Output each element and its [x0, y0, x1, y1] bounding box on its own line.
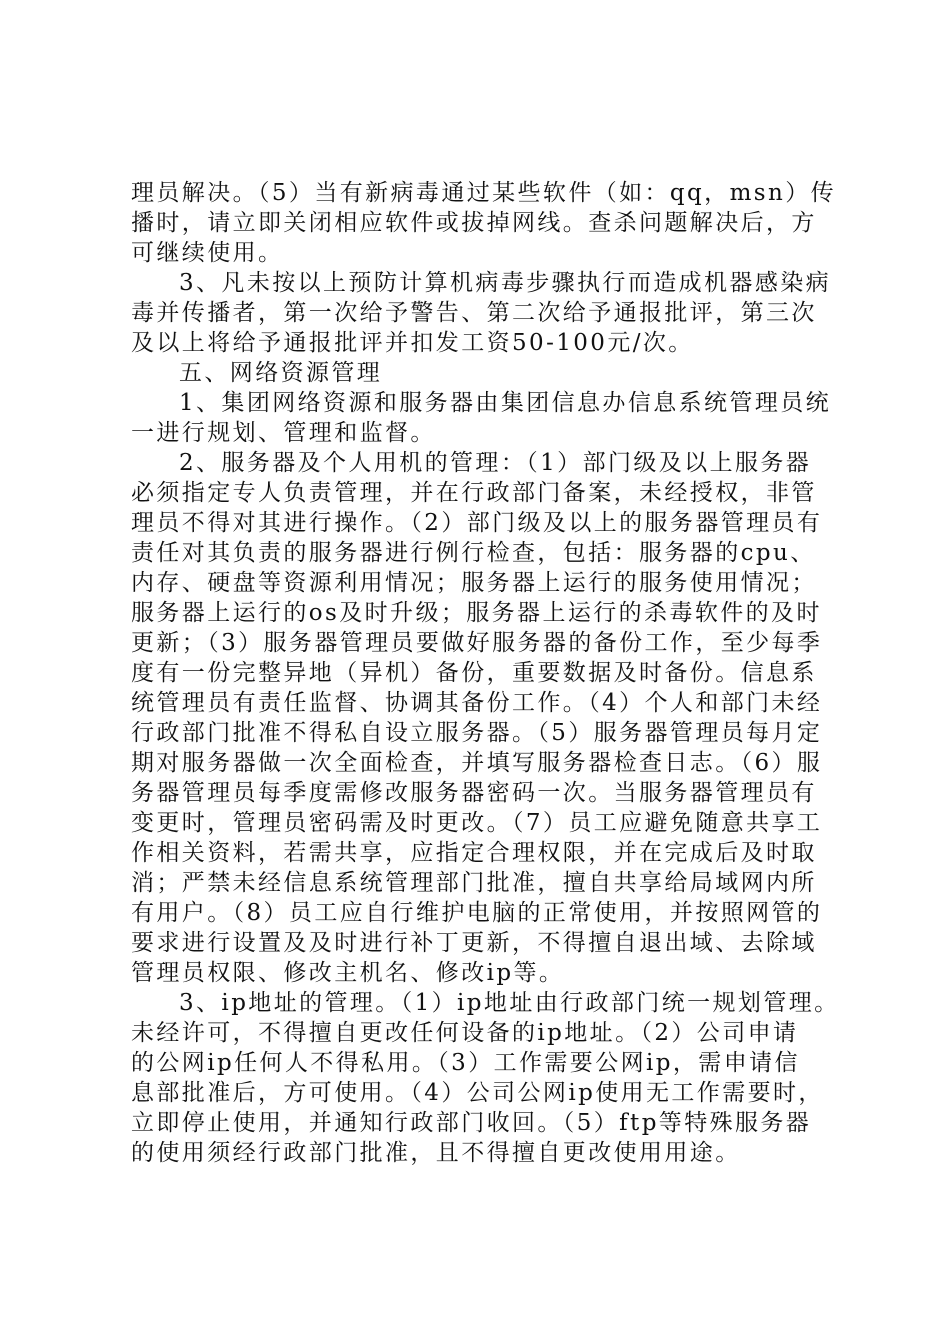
- text-line: 行政部门批准不得私自设立服务器。（5）服务器管理员每月定: [131, 720, 823, 746]
- text-line: 的公网ip任何人不得私用。（3）工作需要公网ip，需申请信: [131, 1050, 800, 1076]
- text-line: 必须指定专人负责管理，并在行政部门备案，未经授权，非管: [131, 480, 817, 506]
- text-line: 理员不得对其进行操作。（2）部门级及以上的服务器管理员有: [131, 510, 823, 536]
- text-line: 未经许可，不得擅自更改任何设备的ip地址。（2）公司申请: [131, 1020, 799, 1046]
- text-line: 有用户。（8）员工应自行维护电脑的正常使用，并按照网管的: [131, 900, 823, 926]
- text-line: 务器管理员每季度需修改服务器密码一次。当服务器管理员有: [131, 780, 817, 806]
- text-line: 理员解决。（5）当有新病毒通过某些软件（如：qq，msn）传: [131, 180, 837, 206]
- text-line: 消；严禁未经信息系统管理部门批准，擅自共享给局域网内所: [131, 870, 817, 896]
- paragraph-start-line: 1、集团网络资源和服务器由集团信息办信息系统管理员统: [179, 390, 832, 416]
- text-line: 服务器上运行的os及时升级；服务器上运行的杀毒软件的及时: [131, 600, 822, 626]
- text-line: 可继续使用。: [131, 240, 284, 266]
- text-line: 变更时，管理员密码需及时更改。（7）员工应避免随意共享工: [131, 810, 823, 836]
- paragraph-start-line: 3、凡未按以上预防计算机病毒步骤执行而造成机器感染病: [179, 270, 832, 296]
- paragraph-start-line: 2、服务器及个人用机的管理：（1）部门级及以上服务器: [179, 450, 812, 476]
- text-line: 作相关资料，若需共享，应指定合理权限，并在完成后及时取: [131, 840, 817, 866]
- text-line: 一进行规划、管理和监督。: [131, 420, 436, 446]
- body-text: [131, 178, 840, 1168]
- text-line: 的使用须经行政部门批准，且不得擅自更改使用用途。: [131, 1140, 741, 1166]
- text-line: 播时，请立即关闭相应软件或拔掉网线。查杀问题解决后，方: [131, 210, 817, 236]
- text-line: 期对服务器做一次全面检查，并填写服务器检查日志。（6）服: [131, 750, 823, 776]
- text-line: 度有一份完整异地（异机）备份，重要数据及时备份。信息系: [131, 660, 817, 686]
- text-line: 息部批准后，方可使用。（4）公司公网ip使用无工作需要时，: [131, 1080, 824, 1106]
- text-line: 及以上将给予通报批评并扣发工资50-100元/次。: [131, 330, 694, 356]
- paragraph-start-line: 3、ip地址的管理。（1）ip地址由行政部门统一规划管理。: [179, 990, 840, 1016]
- text-line: 统管理员有责任监督、协调其备份工作。（4）个人和部门未经: [131, 690, 823, 716]
- text-line: 要求进行设置及及时进行补丁更新，不得擅自退出域、去除域: [131, 930, 817, 956]
- text-line: 内存、硬盘等资源利用情况；服务器上运行的服务使用情况；: [131, 570, 817, 596]
- text-line: 更新；（3）服务器管理员要做好服务器的备份工作，至少每季: [131, 630, 823, 656]
- text-line: 管理员权限、修改主机名、修改ip等。: [131, 960, 565, 986]
- section-heading: 五、网络资源管理: [179, 360, 383, 386]
- text-line: 责任对其负责的服务器进行例行检查，包括：服务器的cpu、: [131, 540, 816, 566]
- text-line: 毒并传播者，第一次给予警告、第二次给予通报批评，第三次: [131, 300, 817, 326]
- text-line: 立即停止使用，并通知行政部门收回。（5）ftp等特殊服务器: [131, 1110, 812, 1136]
